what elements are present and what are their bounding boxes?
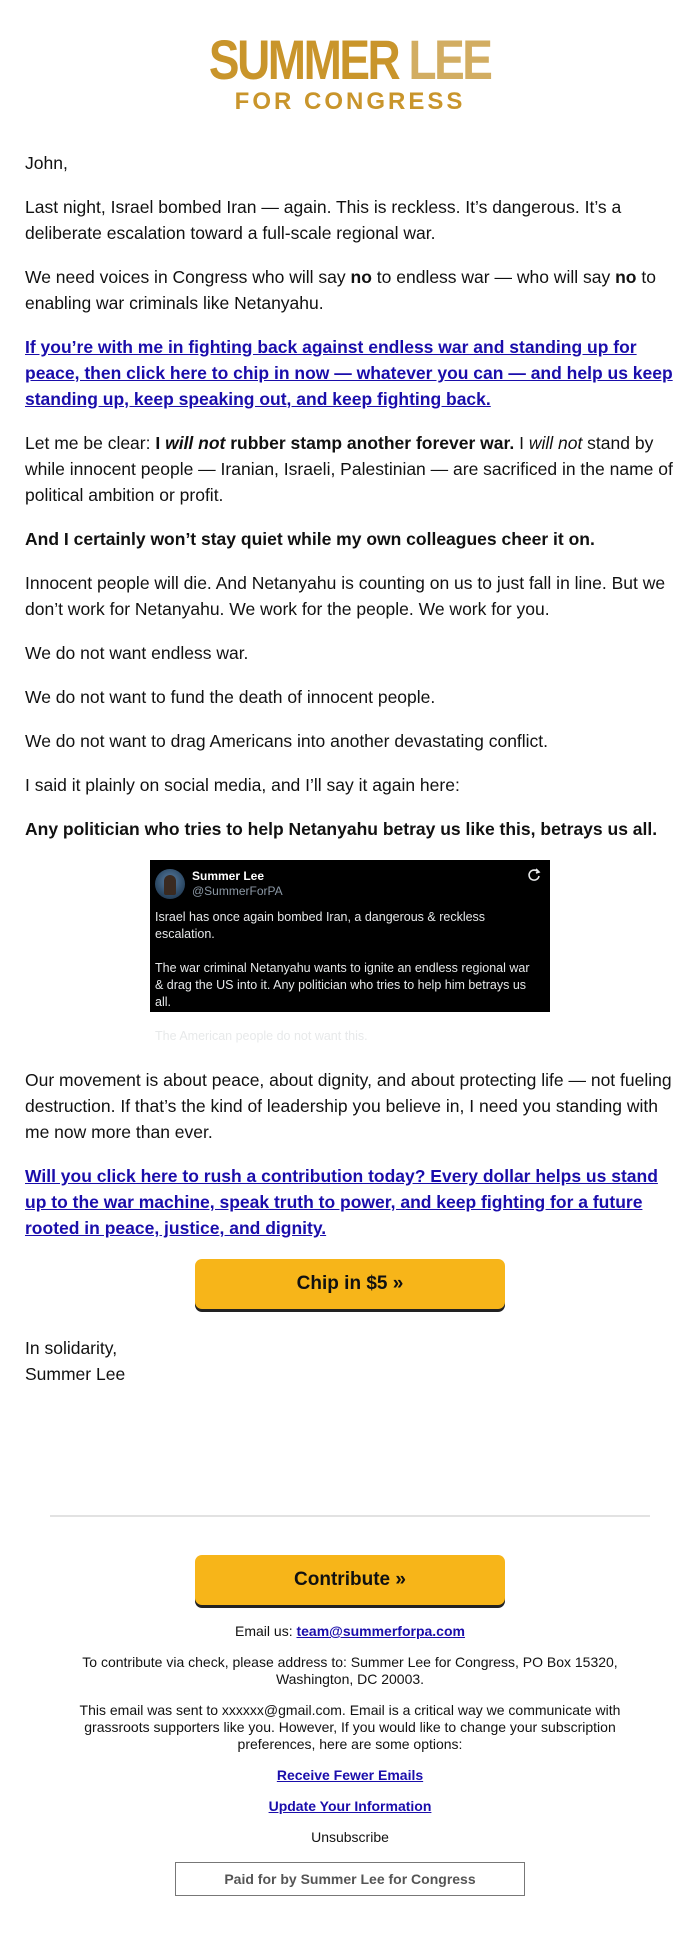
signoff-name: Summer Lee: [25, 1364, 126, 1384]
email-link[interactable]: team@summerforpa.com: [296, 1623, 465, 1639]
donation-link-1[interactable]: If you’re with me in fighting back against endless war and standing up for peace, then click here to chip in now — whatever you can — and help us keep standing up, keep speaking out, and keep fighting back.: [25, 337, 673, 409]
paragraph-2: [25, 264, 675, 316]
p3-bold-i: I: [155, 433, 166, 453]
donation-link-paragraph-1: [25, 334, 675, 412]
campaign-logo: [0, 0, 700, 120]
unsubscribe-link[interactable]: Unsubscribe: [311, 1829, 389, 1845]
paragraph-9: I said it plainly on social media, and I’ll say it again here:: [25, 775, 460, 795]
paragraph-11: Our movement is about peace, about dignity, and about protecting life — not fueling destruction. If that’s the kind of leadership you believe in, I need you standing with me now more than ever.: [25, 1070, 672, 1142]
p2-bold-no-2: no: [615, 267, 637, 287]
p4-bold: And I certainly won’t stay quiet while my own colleagues cheer it on.: [25, 529, 595, 549]
donation-link-2[interactable]: Will you click here to rush a contribution today? Every dollar helps us stand up to the war machine, speak truth to power, and keep fighting for a future rooted in peace, justice, and dignity.: [25, 1166, 658, 1238]
paragraph-1: Last night, Israel bombed Iran — again. This is reckless. It’s dangerous. It’s a deliberate escalation toward a full-scale regional war.: [25, 197, 622, 243]
p2-text-a: We need voices in Congress who will say: [25, 267, 351, 287]
signoff: [25, 1335, 675, 1387]
signoff-line-1: In solidarity,: [25, 1338, 118, 1358]
tweet-line-1: Israel has once again bombed Iran, a dangerous & reckless escalation.: [155, 910, 486, 941]
tweet-text: [155, 909, 538, 1045]
paragraph-7: We do not want to fund the death of innocent people.: [25, 687, 436, 707]
p3-italic-will-not: will not: [528, 433, 583, 453]
logo-lee: LEE: [408, 28, 491, 91]
logo-summer: SUMMER: [209, 28, 399, 91]
unsubscribe-line: [0, 1829, 700, 1846]
tweet-author-name: Summer Lee: [192, 869, 265, 883]
receive-fewer-emails-link[interactable]: Receive Fewer Emails: [276, 1767, 424, 1783]
fewer-emails-line: [0, 1767, 700, 1784]
footer-divider: [50, 1515, 650, 1517]
avatar: [155, 869, 185, 899]
paragraph-10: [25, 816, 675, 842]
sent-to-notice: This email was sent to xxxxxx@gmail.com. Email is a critical way we communicate with grassroots supporters like you. However, If you would like to change your subscription preferences, here are some options:: [79, 1702, 621, 1752]
logo-for-congress: FOR CONGRESS: [234, 88, 466, 115]
p2-bold-no-1: no: [350, 267, 372, 287]
donation-link-paragraph-2: [25, 1163, 675, 1241]
email-body: [0, 120, 700, 1387]
tweet-embed-wrapper: [25, 860, 675, 1045]
check-address: To contribute via check, please address to: Summer Lee for Congress, PO Box 15320, Washington, DC 20003.: [82, 1654, 618, 1687]
refresh-icon-svg: [527, 868, 541, 882]
tweet-line-3: The American people do not want this.: [155, 1029, 368, 1043]
tweet-author-handle: @SummerForPA: [192, 884, 283, 898]
update-information-link[interactable]: Update Your Information: [268, 1798, 432, 1814]
chip-in-button[interactable]: Chip in $5 »: [195, 1259, 505, 1309]
contribute-button-wrapper: [0, 1555, 700, 1605]
p2-text-c: to endless war — who will say: [371, 267, 616, 287]
greeting: John,: [25, 153, 68, 173]
paragraph-5: Innocent people will die. And Netanyahu is counting on us to just fall in line. But we don’t work for Netanyahu. We work for the people. We work for you.: [25, 573, 666, 619]
p10-bold: Any politician who tries to help Netanyahu betray us like this, betrays us all.: [25, 819, 658, 839]
contribute-button[interactable]: Contribute »: [195, 1555, 505, 1605]
p2-text-e: to enabling war criminals like Netanyahu.: [25, 267, 656, 313]
p3-bold-rest: rubber stamp another forever war.: [225, 433, 515, 453]
paragraph-8: We do not want to drag Americans into another devastating conflict.: [25, 731, 549, 751]
paragraph-4: [25, 526, 675, 552]
p3-bold-will-not: will not: [165, 433, 226, 453]
paragraph-6: We do not want endless war.: [25, 643, 249, 663]
paragraph-3: [25, 430, 675, 508]
tweet-line-2: The war criminal Netanyahu wants to ignite an endless regional war & drag the US into it. Any politician who tries to help him betrays us all.: [155, 961, 530, 1009]
refresh-icon: [526, 868, 542, 884]
p3-bold: [155, 433, 514, 453]
tweet-embed[interactable]: [150, 860, 550, 1043]
p3-text-a: Let me be clear:: [25, 433, 156, 453]
email-us-line: [0, 1623, 700, 1640]
p3-text-g: stand by while innocent people — Iranian, Israeli, Palestinian — are sacrificed in the name of political ambition or profit.: [25, 433, 673, 505]
tweet-header: [155, 867, 538, 901]
p3-text-e: I: [514, 433, 529, 453]
email-us-label: Email us:: [235, 1623, 297, 1639]
tweet-author: [192, 869, 283, 899]
chip-button-wrapper: [25, 1259, 675, 1309]
email-footer: [0, 1555, 700, 1896]
paid-for-disclaimer: Paid for by Summer Lee for Congress: [175, 1862, 525, 1896]
logo-name: [209, 28, 491, 91]
update-info-line: [0, 1798, 700, 1815]
